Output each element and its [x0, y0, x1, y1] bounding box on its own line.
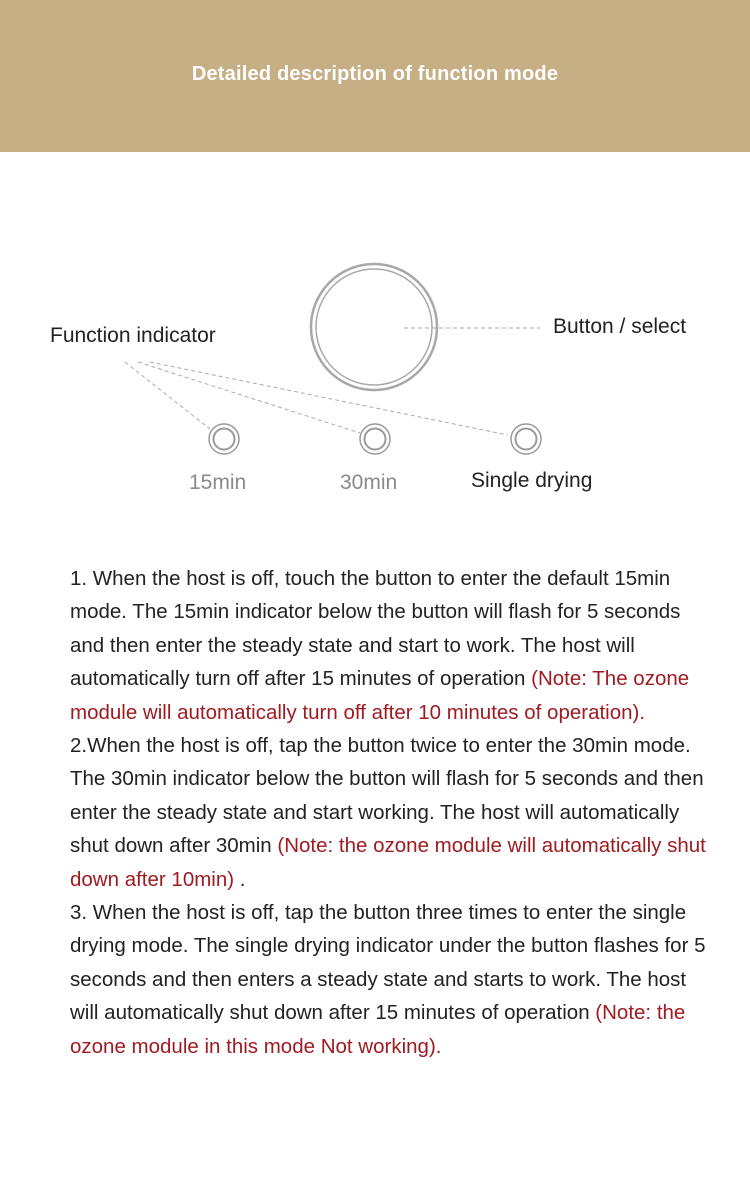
- function-diagram: [0, 152, 750, 542]
- indicator-30min-label: 30min: [340, 471, 398, 494]
- mode-description-item: [70, 896, 710, 1063]
- indicator-leader-lines: [125, 362, 508, 435]
- description-note: (Note: the ozone module will automatically shut down after 10min): [70, 834, 706, 891]
- indicator-single-drying-label: Single drying: [471, 469, 593, 492]
- description-text: 2.When the host is off, tap the button twice to enter the 30min mode. The 30min indicator below the button will flash for 5 seconds and then enter the steady state and start working. The host will automatically shut down after 30min: [70, 734, 704, 858]
- header-banner: [0, 0, 750, 152]
- description-note: (Note: the ozone module in this mode Not working).: [70, 1001, 686, 1058]
- description-text: 1. When the host is off, touch the button to enter the default 15min mode. The 15min indicator below the button will flash for 5 seconds and then enter the steady state and start to work. The host will automatically turn off after 15 minutes of operation: [70, 567, 681, 691]
- button-select-label: Button / select: [553, 315, 687, 338]
- mode-description-item: [70, 729, 710, 896]
- mode-description: [70, 562, 710, 1063]
- description-text: 3. When the host is off, tap the button three times to enter the single drying mode. The single drying indicator under the button flashes for 5 seconds and then enters a steady state and starts to work. The host will automatically shut down after 15 minutes of operation: [70, 901, 706, 1025]
- indicator-single-drying-icon: [511, 424, 541, 454]
- main-button-icon: [311, 264, 437, 390]
- function-indicator-label: Function indicator: [50, 324, 216, 347]
- description-note: (Note: The ozone module will automatically turn off after 10 minutes of operation).: [70, 667, 690, 724]
- indicator-30min-icon: [360, 424, 390, 454]
- indicator-15min-label: 15min: [189, 471, 247, 494]
- description-tail: .: [234, 867, 246, 891]
- page-title: Detailed description of function mode: [191, 62, 559, 85]
- mode-description-item: [70, 562, 710, 729]
- indicator-15min-icon: [209, 424, 239, 454]
